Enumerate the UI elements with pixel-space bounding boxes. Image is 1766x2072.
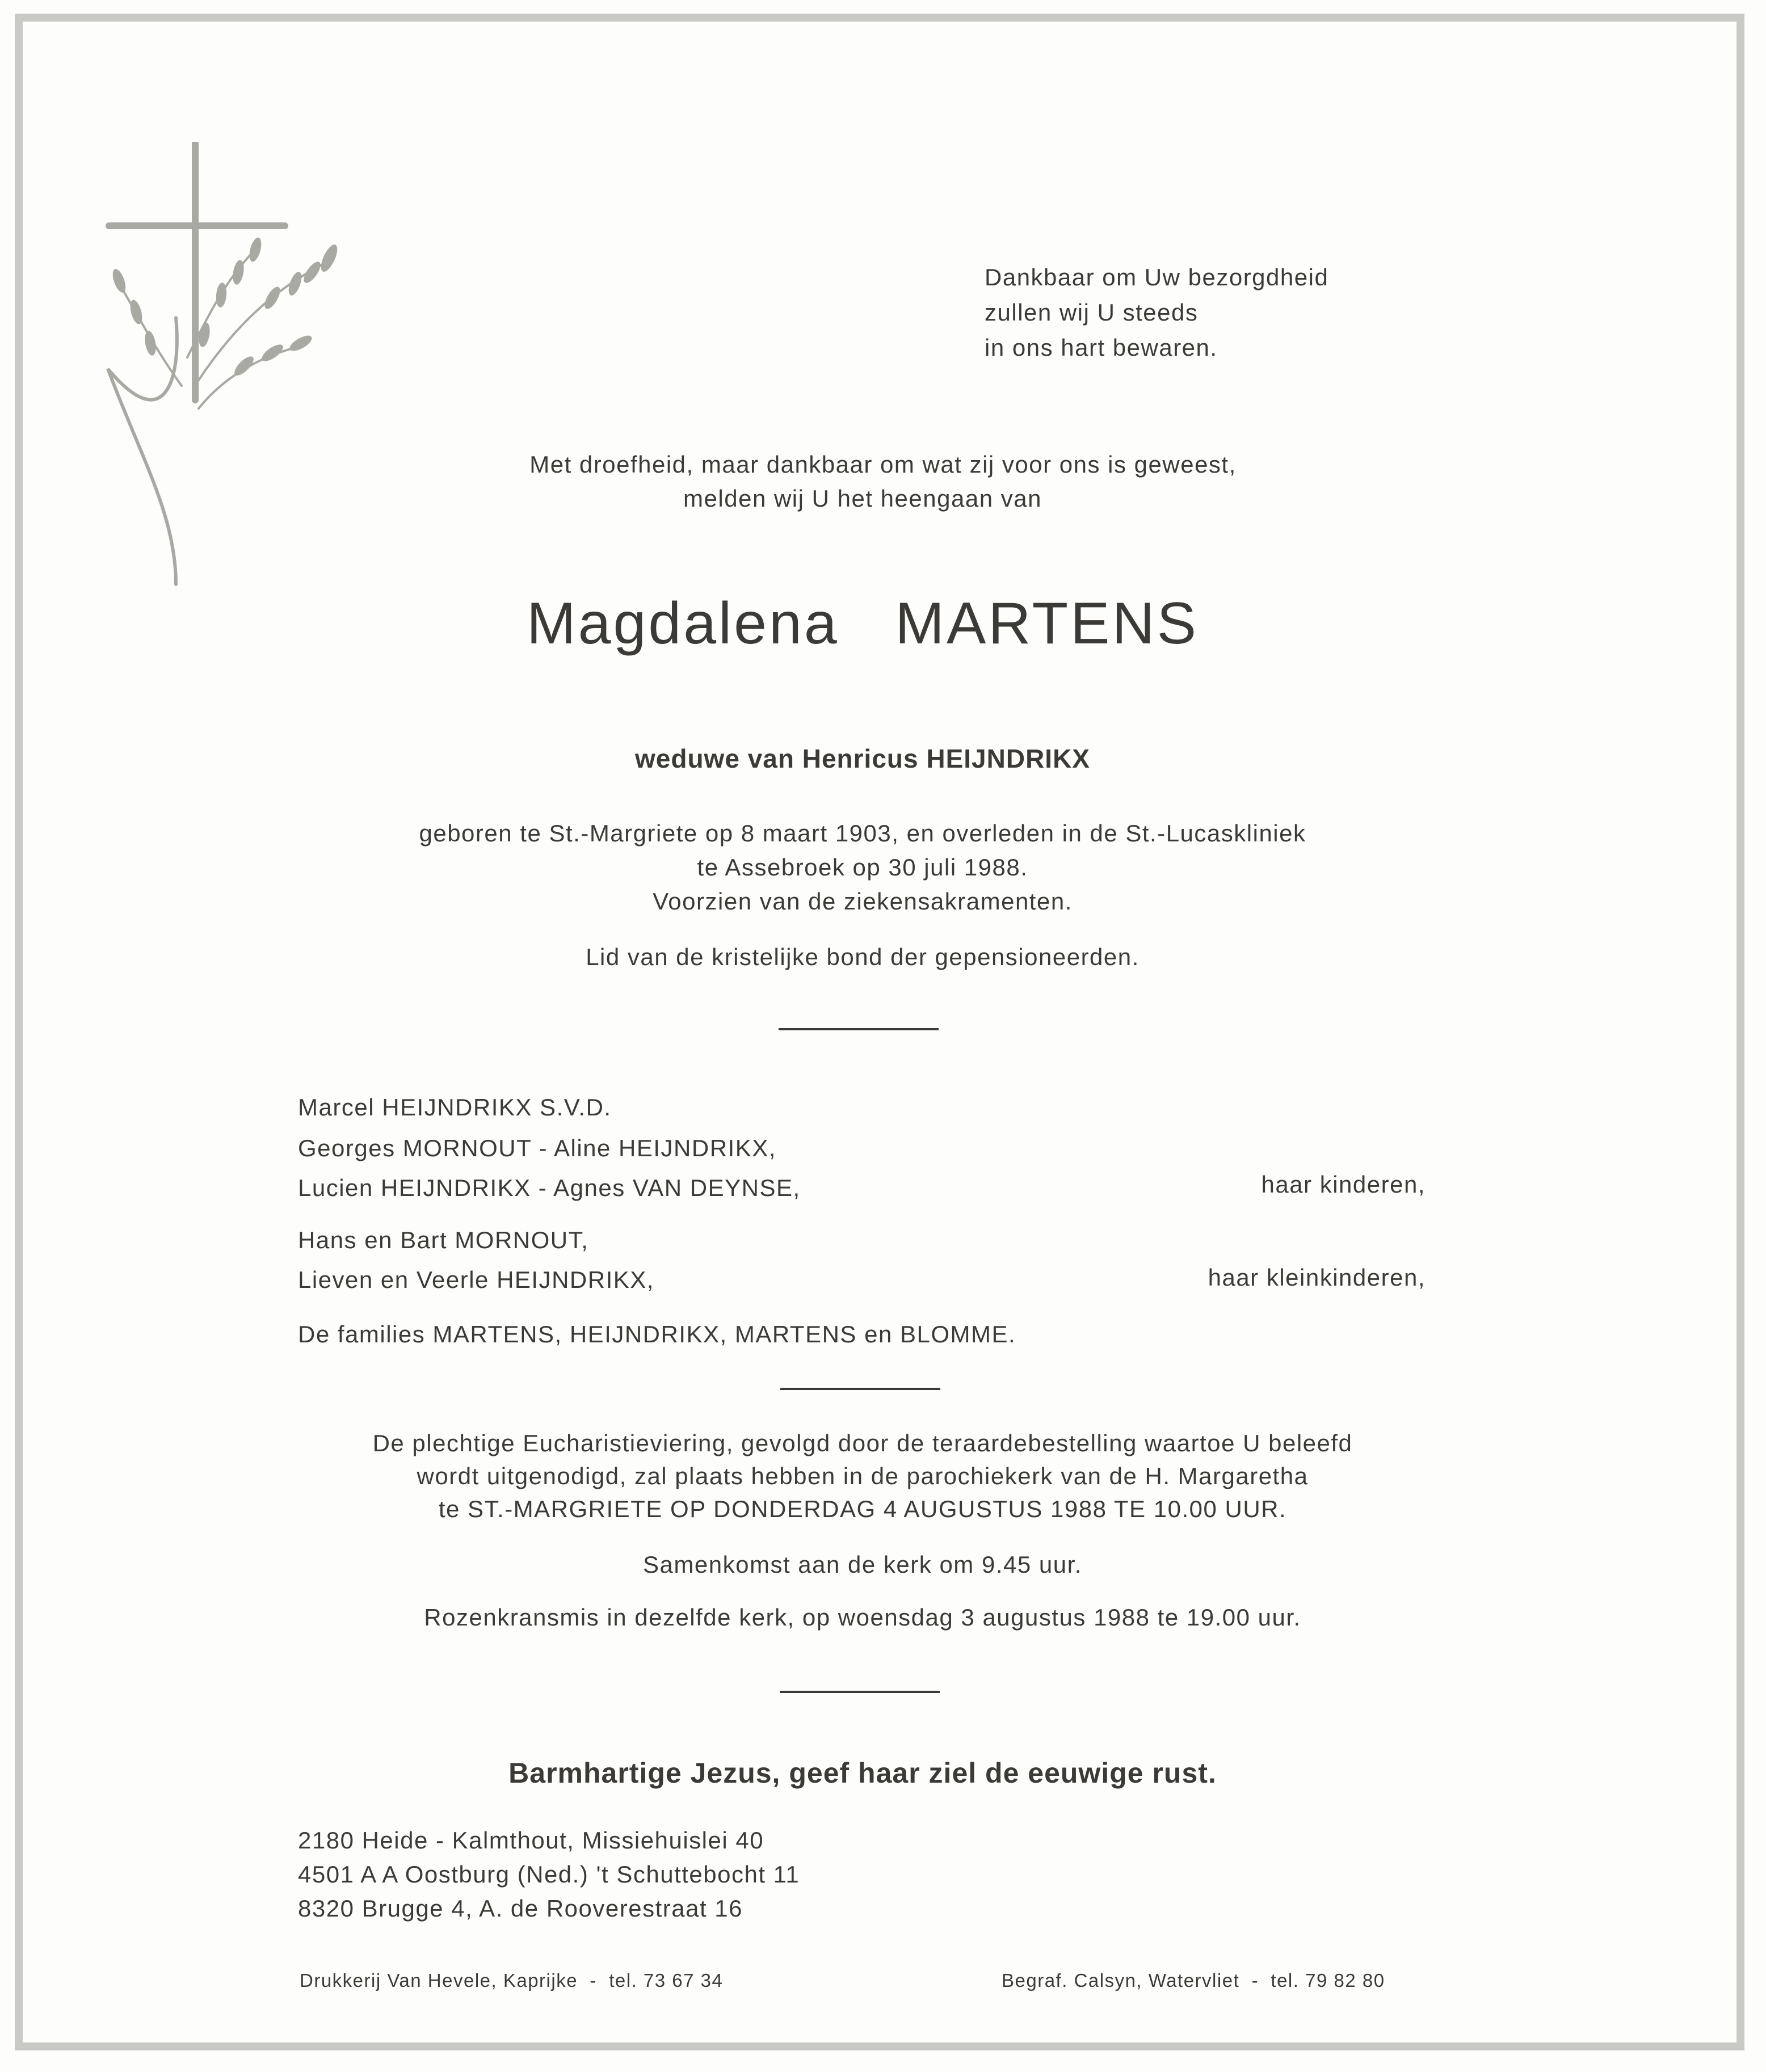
rosary-line: Rozenkransmis in dezelfde kerk, op woensdag 3 augustus 1988 te 19.00 uur.	[424, 1604, 1301, 1631]
motto-line: zullen wij U steeds	[985, 299, 1199, 326]
prayer-line: Barmhartige Jezus, geef haar ziel de eeuwige rust.	[508, 1757, 1217, 1789]
ceremony-line: De plechtige Eucharistieviering, gevolgd door de teraardebestelling waartoe U beleefd	[372, 1430, 1353, 1456]
deceased-name: Magdalena MARTENS	[527, 591, 1199, 656]
family-member-line: Lieven en Veerle HEIJNDRIKX,	[298, 1266, 654, 1293]
divider	[780, 1388, 940, 1390]
birth-death-line: geboren te St.-Margriete op 8 maart 1903, en overleden in de St.-Lucaskliniek	[419, 820, 1306, 847]
ceremony-line: wordt uitgenodigd, zal plaats hebben in de parochiekerk van de H. Margaretha	[417, 1463, 1309, 1489]
cross-with-grass-icon	[85, 142, 358, 596]
grandchildren-label: haar kleinkinderen,	[1208, 1264, 1426, 1291]
family-member-line: Georges MORNOUT - Aline HEIJNDRIKX,	[298, 1135, 776, 1161]
family-member-line: Lucien HEIJNDRIKX - Agnes VAN DEYNSE,	[298, 1174, 801, 1201]
address-line: 4501 A A Oostburg (Ned.) 't Schuttebocht 11	[298, 1861, 800, 1888]
undertaker-credit: Begraf. Calsyn, Watervliet - tel. 79 82 80	[1002, 1970, 1385, 1991]
motto-line: Dankbaar om Uw bezorgdheid	[985, 264, 1329, 290]
children-label: haar kinderen,	[1261, 1171, 1426, 1198]
spouse-line: weduwe van Henricus HEIJNDRIKX	[635, 744, 1090, 773]
gathering-line: Samenkomst aan de kerk om 9.45 uur.	[643, 1551, 1082, 1578]
birth-death-line: Voorzien van de ziekensakramenten.	[653, 888, 1073, 915]
membership-line: Lid van de kristelijke bond der gepensioneerden.	[586, 944, 1140, 970]
address-line: 8320 Brugge 4, A. de Rooverestraat 16	[298, 1895, 743, 1922]
motto-line: in ons hart bewaren.	[985, 334, 1218, 361]
families-line: De families MARTENS, HEIJNDRIKX, MARTENS en BLOMME.	[298, 1321, 1016, 1347]
divider	[779, 1028, 939, 1030]
birth-death-line: te Assebroek op 30 juli 1988.	[697, 854, 1028, 881]
address-line: 2180 Heide - Kalmthout, Missiehuislei 40	[298, 1827, 764, 1854]
intro-line: Met droefheid, maar dankbaar om wat zij voor ons is geweest,	[529, 451, 1237, 478]
family-member-line: Hans en Bart MORNOUT,	[298, 1227, 589, 1253]
divider	[780, 1691, 940, 1693]
ceremony-line: te ST.-MARGRIETE OP DONDERDAG 4 AUGUSTUS 1988 TE 10.00 UUR.	[438, 1496, 1287, 1522]
family-member-line: Marcel HEIJNDRIKX S.V.D.	[298, 1094, 612, 1121]
printer-credit: Drukkerij Van Hevele, Kaprijke - tel. 73 67 34	[300, 1970, 724, 1991]
intro-line: melden wij U het heengaan van	[683, 485, 1042, 512]
